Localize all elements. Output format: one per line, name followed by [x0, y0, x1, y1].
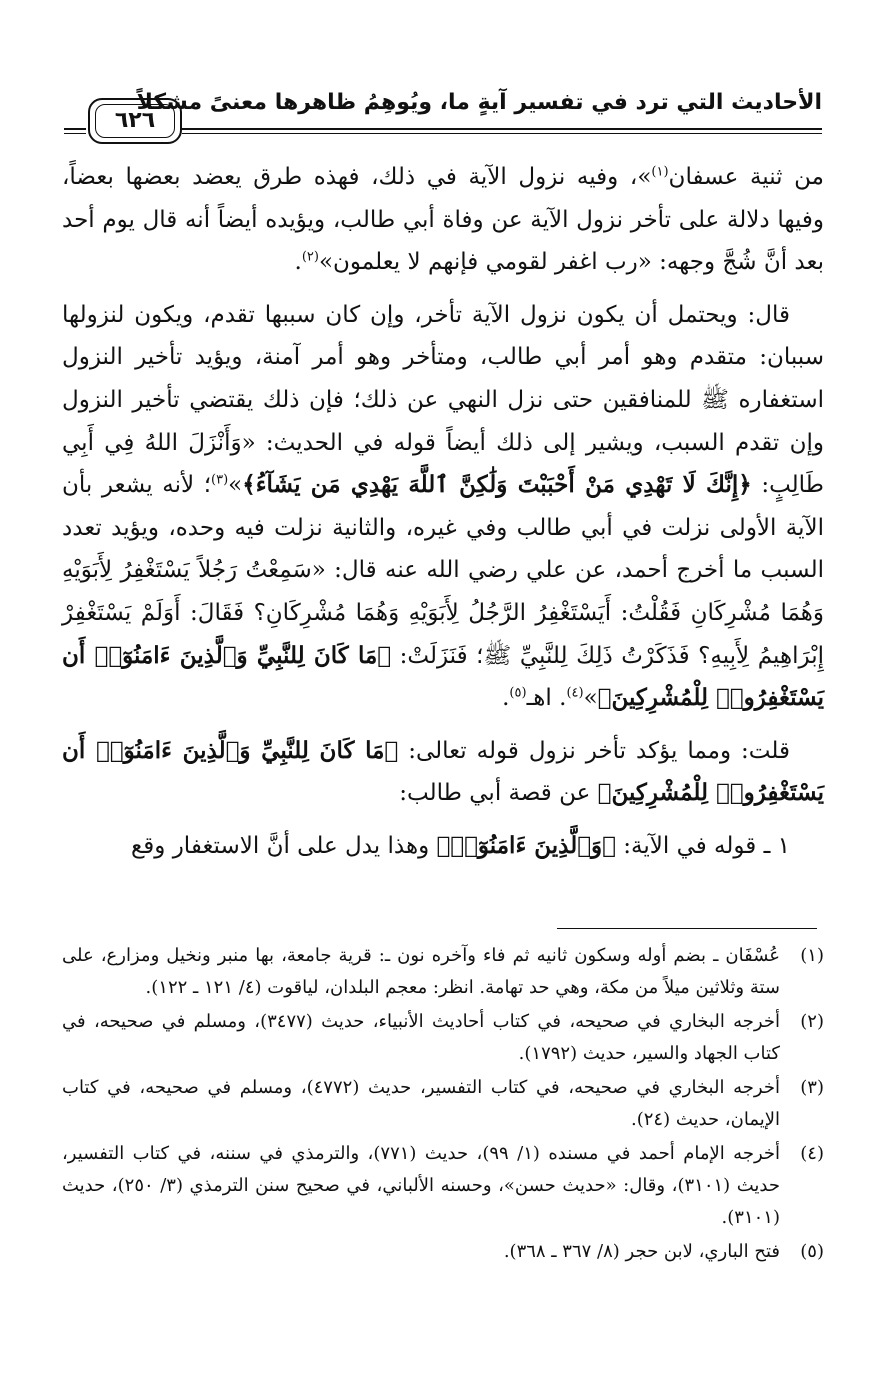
text-run: ١ ـ قوله في الآية: — [615, 832, 790, 859]
footnote — [62, 1236, 824, 1268]
footnote-ref: (١) — [651, 164, 669, 180]
paragraph-2 — [62, 294, 824, 720]
paragraph-3 — [62, 730, 824, 815]
footnote — [62, 940, 824, 1004]
quran-verse: ﴿مَا كَانَ لِلنَّبِيِّ وَٱلَّذِينَ ءَامَنُوٓا۟ أَن يَسْتَغْفِرُوا۟ لِلْمُشْرِكِينَ﴾ — [62, 736, 824, 807]
running-header-title: الأحاديث التي ترد في تفسير آيةٍ ما، ويُوهِمُ ظاهرها معنىً مشكلاً — [136, 90, 822, 115]
footnote-number: (٢) — [800, 1011, 824, 1032]
quran-verse: ﴿وَٱلَّذِينَ ءَامَنُوٓا۟﴾ — [436, 831, 616, 859]
footnote-number: (٤) — [800, 1143, 824, 1164]
text-run: . — [294, 249, 302, 276]
text-run: قلت: ومما يؤكد تأخر نزول قوله تعالى: — [398, 737, 790, 764]
text-run: » — [583, 685, 598, 712]
quran-verse: ﴿إِنَّكَ لَا تَهْدِي مَنْ أَحْبَبْتَ وَلَٰكِنَّ ٱللَّهَ يَهْدِي مَن يَشَآءُ﴾ — [242, 471, 752, 499]
paragraph-1 — [62, 156, 824, 284]
text-run: »، وفيه نزول الآية في ذلك، فهذه طرق يعضد بعضها بعضاً، وفيها دلالة على تأخر نزول الآية عن وفاة أبي طالب، ويؤيده أيضاً أنه قال يوم أحد بعد أنَّ شُجَّ وجهه: «رب اغفر لقومي فإنهم لا يعلمون» — [62, 164, 824, 276]
text-run: عن قصة أبي طالب: — [399, 780, 598, 807]
footnotes — [62, 940, 824, 1270]
footnote-ref: (٤) — [566, 685, 584, 701]
footnote-text: أخرجه الإمام أحمد في مسنده (١/ ٩٩)، حديث (٧٧١)، والترمذي في سننه، في كتاب التفسير، حديث (٣١٠١)، وقال: «حديث حسن»، وحسنه الألباني، في صحيح سنن الترمذي (٣/ ٢٥٠)، حديث (٣١٠١). — [62, 1143, 781, 1228]
quran-verse: ﴿مَا كَانَ لِلنَّبِيِّ وَٱلَّذِينَ ءَامَنُوٓا۟ أَن يَسْتَغْفِرُوا۟ لِلْمُشْرِكِينَ﴾ — [62, 641, 824, 712]
text-run: من ثنية عسفان — [668, 164, 824, 190]
footnote — [62, 1006, 824, 1070]
footnote-ref: (٥) — [509, 685, 527, 701]
text-run: قال: ويحتمل أن يكون نزول الآية تأخر، وإن كان سببها تقدم، ويكون لنزولها سببان: متقدم وهو أمر أبي طالب، ومتأخر وهو أمر آمنة، ويؤيد تأخير النزول استغفاره ﷺ للمنافقين حتى نزل النهي عن ذلك؛ فإن ذلك يقتضي تأخير النزول وإن تقدم السبب، ويشير إلى ذلك أيضاً قوله في الحديث: «وَأَنْزَلَ اللهُ فِي أَبِي طَالِبٍ: — [62, 301, 824, 499]
page-number: ٦٢٦ — [95, 104, 175, 138]
footnote-text: عُسْفَان ـ بضم أوله وسكون ثانيه ثم فاء وآخره نون ـ: قرية جامعة، بها منبر ونخيل ومزارع، على ستة وثلاثين ميلاً من مكة، وهي حد تهامة. انظر: معجم البلدان، لياقوت (٤/ ١٢١ ـ ١٢٢). — [62, 945, 780, 998]
running-header — [64, 86, 822, 146]
main-text — [62, 156, 824, 878]
header-rule-left — [64, 128, 86, 130]
text-run: . — [502, 685, 510, 712]
text-run: . اهـ — [526, 685, 567, 712]
footnote — [62, 1072, 824, 1136]
footnote-ref: (٣) — [211, 472, 229, 488]
footnote-text: أخرجه البخاري في صحيحه، في كتاب أحاديث الأنبياء، حديث (٣٤٧٧)، ومسلم في صحيحه، في كتاب الجهاد والسير، حديث (١٧٩٢). — [62, 1011, 780, 1064]
footnote-number: (٥) — [800, 1241, 824, 1262]
paragraph-4 — [62, 825, 824, 868]
footnote-number: (٣) — [800, 1077, 824, 1098]
header-rule-thin — [182, 133, 822, 134]
footnote-text: فتح الباري، لابن حجر (٨/ ٣٦٧ ـ ٣٦٨). — [503, 1241, 780, 1262]
header-rule-left-thin — [64, 133, 86, 134]
footnote-number: (١) — [800, 945, 824, 966]
footnote — [62, 1138, 824, 1234]
text-run: وهذا يدل على أنَّ الاستغفار وقع — [131, 832, 437, 859]
header-rule — [182, 128, 822, 130]
footnote-separator — [557, 928, 817, 929]
footnote-text: أخرجه البخاري في صحيحه، في كتاب التفسير، حديث (٤٧٧٢)، ومسلم في صحيحه، في كتاب الإيمان، حديث (٢٤). — [62, 1077, 780, 1130]
text-run: ؛ لأنه يشعر بأن الآية الأولى نزلت في أبي طالب وفي غيره، والثانية نزلت فيه وحده، ويؤيد تعدد السبب ما أخرج أحمد، عن علي رضي الله عنه قال: «سَمِعْتُ رَجُلاً يَسْتَغْفِرُ لِأَبَوَيْهِ وَهُمَا مُشْرِكَانِ فَقُلْتُ: أَيَسْتَغْفِرُ الرَّجُلُ لِأَبَوَيْهِ وَهُمَا مُشْرِكَانِ؟ فَقَالَ: أَوَلَمْ يَسْتَغْفِرْ إِبْرَاهِيمُ لِأَبِيهِ؟ فَذَكَرْتُ ذَلِكَ لِلنَّبِيِّ ﷺ؛ فَنَزَلَتْ: — [62, 472, 824, 669]
text-run: » — [228, 472, 243, 499]
footnote-ref: (٢) — [301, 249, 319, 265]
